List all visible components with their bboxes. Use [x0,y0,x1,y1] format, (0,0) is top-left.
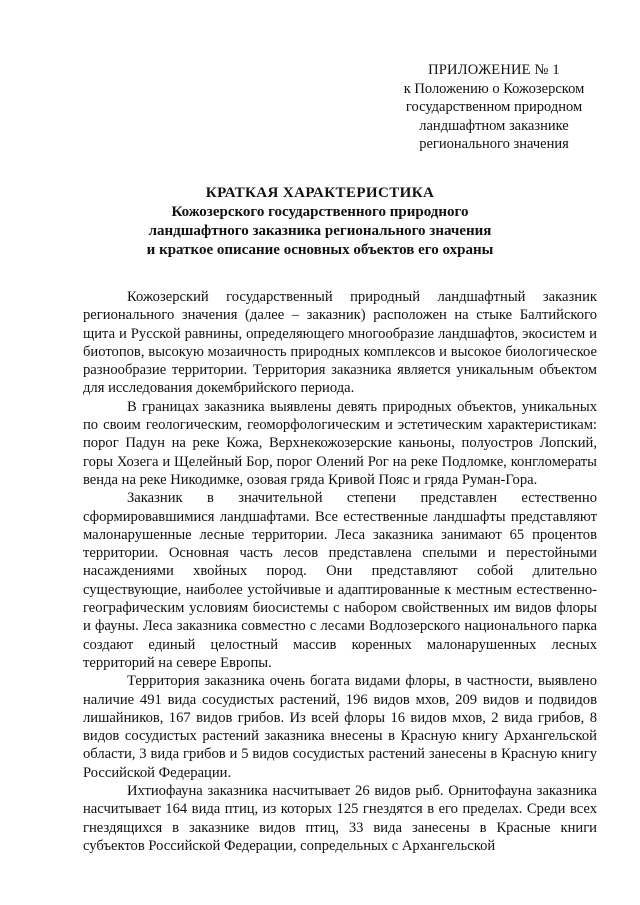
appendix-line: к Положению о Кожозерском [403,80,585,97]
document-subtitle-line: Кожозерского государственного природного [171,204,469,220]
appendix-line: государственном природном [405,99,583,115]
body-paragraph: Территория заказника очень богата видами флоры, в частности, выявлено наличие 491 вида сосудистых растений, 196 видов мхов, 209 видов и подвидов лишайников, 167 видов грибов. Из всей флоры 16 видов мхов, 2 вида грибов, 8 видов сосудистых растений заказника внесены в Красную книгу Архангельской области, 3 вида грибов и 5 видов сосудистых растений занесены в Красную книгу Российской Федерации. [83,673,597,781]
document-title: КРАТКАЯ ХАРАКТЕРИСТИКА [205,185,435,201]
appendix-header [380,61,608,154]
appendix-line: ландшафтном заказнике [419,117,569,134]
body-paragraph: В границах заказника выявлены девять природных объектов, уникальных по своим геологическим, геоморфологическим и эстетическим характеристикам: порог Падун на реке Кожа, Верхнекожозерские каньоны, полуостров Лопский, горы Хозега и Щелейный Бор, порог Олений Рог на реке Подломке, конгломераты венда на реке Никодимке, озовая гряда Кривой Пояс и гряда Руман-Гора. [83,398,597,488]
body-paragraph: Кожозерский государственный природный ландшафтный заказник регионального значения (далее – заказник) расположен на стыке Балтийского щита и Русской равнины, определяющего многообразие ландшафтов, экосистем и биотопов, высокую мозаичность природных комплексов и высокое биологическое разнообразие территории. Территория заказника является уникальным объектом для исследования докембрийского периода. [83,289,597,397]
document-subtitle-line: ландшафтного заказника регионального значения [148,223,492,239]
document-subtitle-line: и краткое описание основных объектов его охраны [146,242,494,258]
body-paragraph: Заказник в значительной степени представлен естественно сформировавшимися ландшафтами. Все естественные ландшафты представляют малонарушенные лесные территории. Леса заказника занимают 65 процентов территории. Основная часть лесов представлена спелыми и перестойными насаждениями хвойных пород. Они представляют собой длительно существующие, наиболее устойчивые и адаптированные к местным естественно-географическим условиям биосистемы с набором свойственных им видов флоры и фауны. Леса заказника совместно с лесами Водлозерского национального парка создают единый целостный массив коренных малонарушенных лесных территорий на севере Европы. [83,490,597,671]
document-body [83,288,597,855]
body-paragraph: Ихтиофауна заказника насчитывает 26 видов рыб. Орнитофауна заказника насчитывает 164 вида птиц, из которых 125 гнездятся в его пределах. Среди всех гнездящихся в заказнике видов птиц, 33 вида занесены в Красные книги субъектов Российской Федерации, сопредельных с Архангельской [83,783,597,854]
appendix-line: регионального значения [419,136,569,152]
appendix-title: ПРИЛОЖЕНИЕ № 1 [428,62,560,78]
document-heading [60,184,580,260]
